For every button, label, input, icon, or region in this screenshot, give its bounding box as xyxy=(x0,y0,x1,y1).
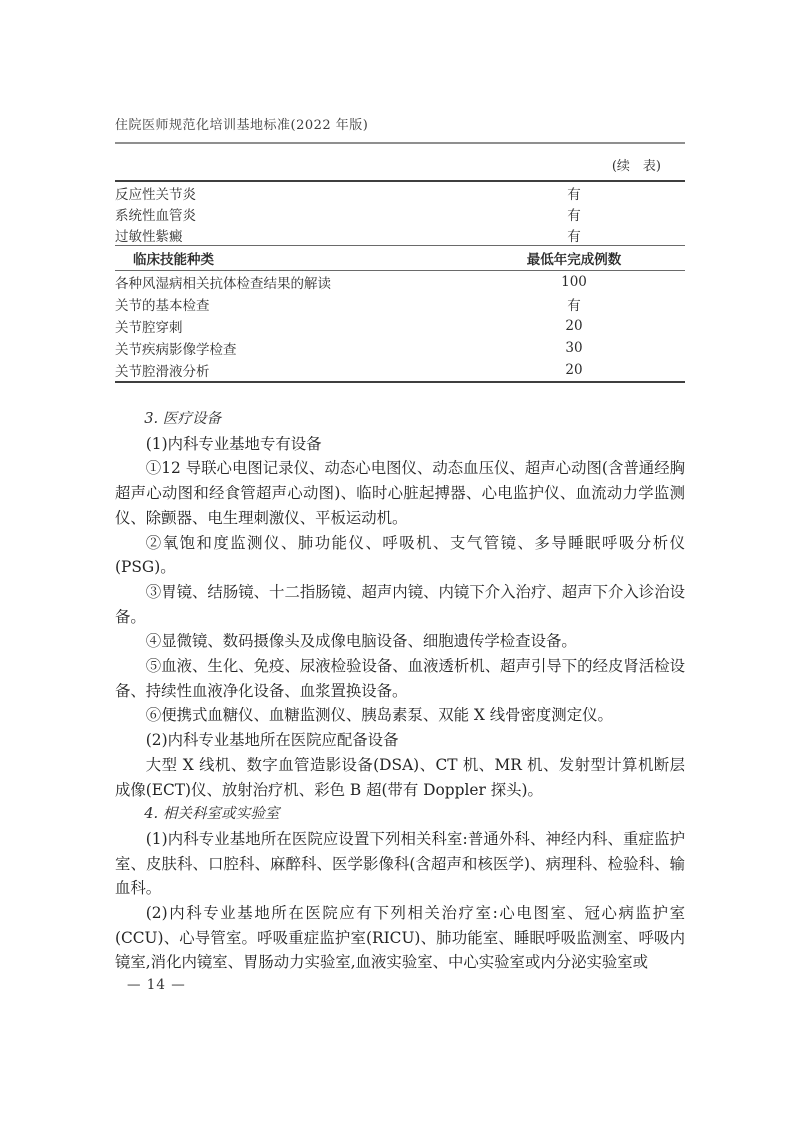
table-row xyxy=(115,203,685,224)
section-heading-medical-equipment: 3. 医疗设备 xyxy=(144,410,222,427)
min-cases-value: 20 xyxy=(565,318,583,334)
skill-name: 关节疾病影像学检查 xyxy=(115,342,237,358)
skill-name: 关节的基本检查 xyxy=(115,298,210,314)
paragraph: ⑤血液、生化、免疫、尿液检验设备、血液透析机、超声引导下的经皮肾活检设备、持续性血液净化设备、血浆置换设备。 xyxy=(115,657,685,700)
header-rule-divider xyxy=(115,142,685,144)
min-cases-value: 30 xyxy=(565,340,583,356)
table-row xyxy=(115,224,685,245)
section-heading-related-departments: 4. 相关科室或实验室 xyxy=(144,805,280,823)
paragraph: ②氧饱和度监测仪、肺功能仪、呼吸机、支气管镜、多导睡眠呼吸分析仪(PSG)。 xyxy=(115,533,685,577)
requirement-value: 有 xyxy=(567,207,581,224)
page-number: — 14 — xyxy=(127,977,186,993)
clinical-skills-table xyxy=(115,180,685,383)
paragraph: (1)内科专业基地所在医院应设置下列相关科室:普通外科、神经内科、重症监护室、皮肤科、口腔科、麻醉科、医学影像科(含超声和核医学)、病理科、检验科、输血科。 xyxy=(115,829,685,898)
paragraph: ④显微镜、数码摄像头及成像电脑设备、细胞遗传学检查设备。 xyxy=(145,632,577,651)
paragraph: (2)内科专业基地所在医院应有下列相关治疗室:心电图室、冠心病监护室(CCU)、心导管室。呼吸重症监护室(RICU)、肺功能室、睡眠呼吸监测室、呼吸内镜室,消化内镜室、胃肠动力实验室,血液实验室、中心实验室或内分泌实验室或 xyxy=(115,904,685,972)
paragraph: (2)内科专业基地所在医院应配备设备 xyxy=(145,731,399,750)
skill-name: 关节腔滑液分析 xyxy=(115,364,210,380)
requirement-value: 有 xyxy=(567,186,581,203)
paragraph: 大型 X 线机、数字血管造影设备(DSA)、CT 机、MR 机、发射型计算机断层成像(ECT)仪、放射治疗机、彩色 B 超(带有 Doppler 探头)。 xyxy=(115,755,685,799)
requirement-value: 有 xyxy=(567,228,581,245)
skill-name: 关节腔穿刺 xyxy=(115,320,183,336)
disease-name: 过敏性紫癜 xyxy=(115,228,183,245)
table-row xyxy=(115,359,685,381)
paragraph: ⑥便携式血糖仪、血糖监测仪、胰岛素泵、双能 X 线骨密度测定仪。 xyxy=(145,706,613,725)
disease-name: 系统性血管炎 xyxy=(115,207,196,224)
paragraph: ①12 导联心电图记录仪、动态心电图仪、动态血压仪、超声心动图(含普通经胸超声心动图和经食管超声心动图)、临时心脏起搏器、心电监护仪、血流动力学监测仪、除颤器、电生理刺激仪、平板运动机。 xyxy=(115,459,685,527)
table-row xyxy=(115,337,685,359)
disease-name: 反应性关节炎 xyxy=(115,186,196,203)
paragraph: ③胃镜、结肠镜、十二指肠镜、超声内镜、内镜下介入治疗、超声下介入诊治设备。 xyxy=(115,582,685,626)
column-header-min-cases: 最低年完成例数 xyxy=(526,252,622,268)
skill-name: 各种风湿病相关抗体检查结果的解读 xyxy=(115,276,331,292)
running-header: 住院医师规范化培训基地标准(2022 年版) xyxy=(115,118,369,133)
table-header-row xyxy=(115,245,685,271)
paragraph: (1)内科专业基地专有设备 xyxy=(145,434,322,453)
column-header-skill-type: 临床技能种类 xyxy=(133,252,214,268)
table-row xyxy=(115,315,685,337)
min-cases-value: 100 xyxy=(561,274,587,290)
table-continued-note: (续 表) xyxy=(611,159,661,174)
min-cases-value: 20 xyxy=(565,362,583,378)
table-row xyxy=(115,182,685,203)
body-text xyxy=(115,407,685,975)
table-row xyxy=(115,293,685,315)
min-cases-value: 有 xyxy=(567,298,581,314)
table-row xyxy=(115,271,685,293)
